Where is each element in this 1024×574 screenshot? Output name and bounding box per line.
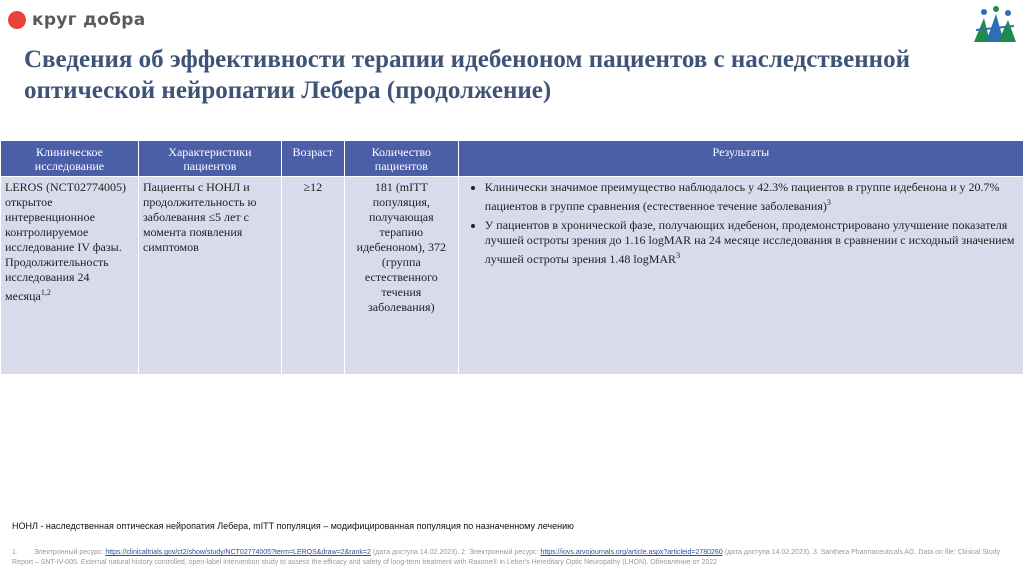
reference-text: (дата доступа 14.02.2023). 2. Электронный ресурс: — [372, 549, 539, 556]
reference-text: Электронный ресурс: — [33, 549, 104, 556]
list-item: • Клинически значимое преимущество наблюдалось у 42.3% пациентов в группе идебенона и у 20.7% пациентов в группе сравнения (естественное течение заболевания)$^3$ — [485, 180, 1019, 214]
logo-text: круг добра — [32, 10, 146, 30]
abbreviations-footnote: НОНЛ - наследственная оптическая нейропатия Лебера, mITT популяция – модифицированная популяция по назначенному лечению — [12, 521, 574, 531]
reference-number: 1. — [12, 549, 18, 556]
results-list — [463, 180, 1019, 267]
study-table — [0, 140, 1024, 375]
table-row — [1, 177, 1024, 375]
cell-results — [458, 177, 1023, 375]
list-item: • У пациентов в хронической фазе, получающих идебенон, продемонстрировано улучшение показателя лучшей остроты зрения до 1.16 logMAR на 24 месяце исследования в сравнении с исходный значением лучшей остроты зрения 1.48 logMAR$^3$ — [485, 218, 1019, 267]
reference-link-iovs[interactable]: https://iovs.arvojournals.org/article.aspx?articleid=2780260 — [540, 549, 723, 556]
column-header-patients: Характеристики пациентов — [138, 141, 281, 177]
cell-count: 181 (mITT популяция, получающая терапию идебеноном), 372 (группа естественного течения заболевания) — [344, 177, 458, 375]
column-header-results: Результаты — [458, 141, 1023, 177]
organization-logo-icon — [972, 4, 1018, 44]
reference-text: (дата доступа 14.02.2023). 3. Santhera Pharmaceuticals AG. Data on file: Clinical Study Report – SNT-IV-005. External natural history controlled, open-label intervention study to assess the efficacy and safety of long-term treatment with Raxone® in Leber's Hereditary Optic Neuropathy (LHON). Обновление от 2022 — [12, 549, 1001, 566]
reference-link-clinicaltrials[interactable]: https://clinicaltrials.gov/ct2/show/study/NCT02774005?term=LEROS&draw=2&rank=2 — [105, 549, 371, 556]
column-header-count: Количество пациентов — [344, 141, 458, 177]
column-header-study: Клиническое исследование — [1, 141, 139, 177]
cell-study: LEROS (NCT02774005) открытое интервенционное контролируемое исследование IV фазы. Продолжительность исследования 24 месяца$^{1,2}$ — [1, 177, 139, 375]
cell-age: ≥12 — [281, 177, 344, 375]
references — [12, 548, 1002, 568]
brand-logo — [8, 10, 146, 30]
page-title: Сведения об эффективности терапии идебеноном пациентов с наследственной оптической нейропатии Лебера (продолжение) — [24, 46, 910, 104]
column-header-age: Возраст — [281, 141, 344, 177]
table-header-row — [1, 141, 1024, 177]
cell-patients: Пациенты с НОНЛ и продолжительность ю заболевания ≤5 лет с момента появления симптомов — [138, 177, 281, 375]
logo-dot-icon — [8, 11, 26, 29]
